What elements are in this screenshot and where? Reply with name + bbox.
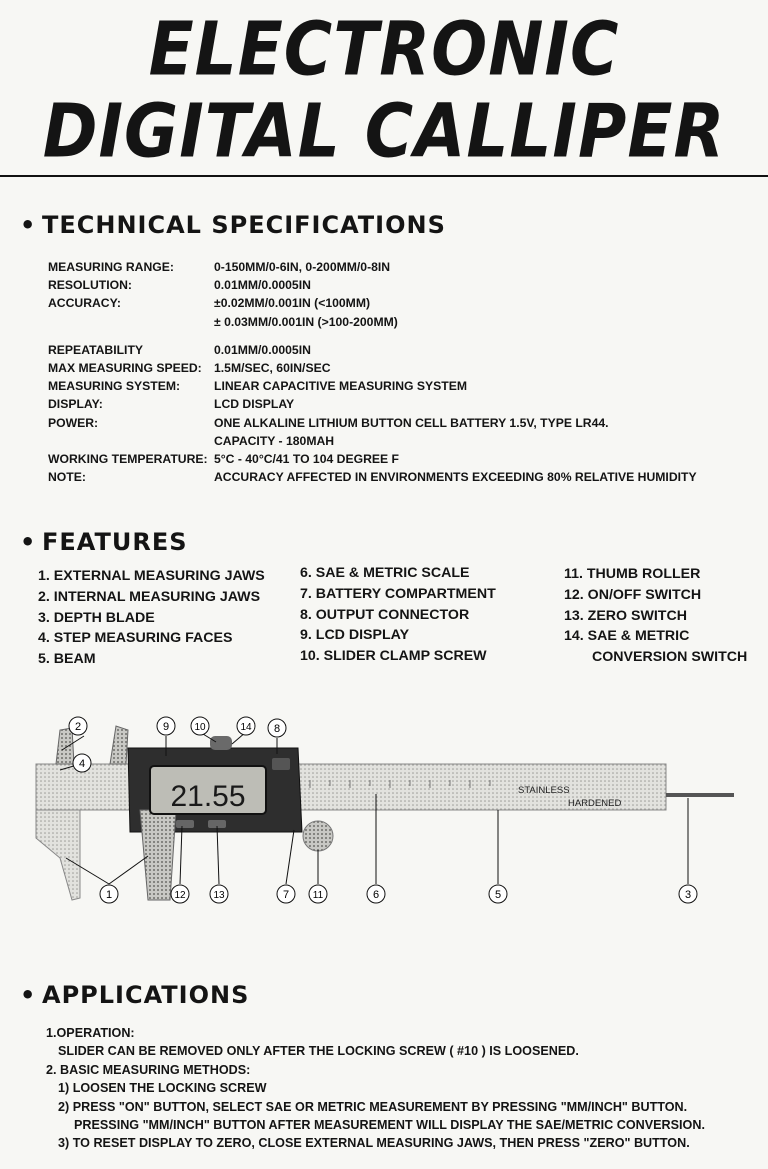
slider-clamp-screw xyxy=(210,736,232,750)
output-connector xyxy=(272,758,290,770)
spec-row xyxy=(48,414,697,432)
callout-label: 1 xyxy=(105,889,113,901)
title-divider xyxy=(0,175,768,177)
feature-item: 11. THUMB ROLLER xyxy=(564,566,701,582)
features-heading-text: FEATURES xyxy=(42,528,188,556)
spec-label: REPEATABILITY xyxy=(48,342,144,357)
spec-row xyxy=(48,468,697,486)
feature-item: CONVERSION SWITCH xyxy=(592,649,748,666)
spec-label xyxy=(48,313,214,331)
spec-label: ACCURACY: xyxy=(48,296,121,311)
spec-value: ± 0.03MM/0.001IN (>100-200MM) xyxy=(214,314,398,329)
callout-9 xyxy=(157,717,175,735)
applications-line: 1.OPERATION: xyxy=(46,1026,135,1040)
applications-line: 3) TO RESET DISPLAY TO ZERO, CLOSE EXTERNAL MEASURING JAWS, THEN PRESS "ZERO" BUTTON. xyxy=(58,1136,690,1151)
callout-label: 2 xyxy=(74,721,82,733)
applications-line: 1) LOOSEN THE LOCKING SCREW xyxy=(58,1081,267,1096)
internal-jaw-fixed xyxy=(56,728,74,764)
specs-heading-text: TECHNICAL SPECIFICATIONS xyxy=(42,211,446,239)
external-jaw-slider xyxy=(140,810,176,900)
feature-item: 1. EXTERNAL MEASURING JAWS xyxy=(38,568,265,584)
callout-label: 6 xyxy=(372,889,380,901)
feature-item: 14. SAE & METRIC xyxy=(564,628,690,645)
beam-text-hardened: HARDENED xyxy=(568,798,622,809)
callout-3 xyxy=(679,885,697,903)
spec-value: ±0.02MM/0.001IN (<100MM) xyxy=(214,296,371,311)
lcd-reading: 21.55 xyxy=(170,780,246,813)
spec-row xyxy=(48,432,697,450)
applications-line: PRESSING "MM/INCH" BUTTON AFTER MEASUREMENT WILL DISPLAY THE SAE/METRIC CONVERSION. xyxy=(74,1118,705,1133)
callout-label: 13 xyxy=(213,890,225,901)
feature-item: 3. DEPTH BLADE xyxy=(38,609,155,626)
callout-label: 10 xyxy=(194,722,206,733)
applications-heading xyxy=(20,980,249,1010)
spec-row xyxy=(48,450,697,468)
bullet-icon: • xyxy=(20,981,37,1009)
applications-heading-text: APPLICATIONS xyxy=(42,981,250,1009)
callout-label: 3 xyxy=(684,889,692,901)
callout-2 xyxy=(69,717,87,735)
applications-line: 2. BASIC MEASURING METHODS: xyxy=(46,1062,251,1077)
callout-label: 4 xyxy=(78,758,86,770)
features-column-3 xyxy=(564,564,747,668)
callout-11 xyxy=(309,885,327,903)
spec-label: MEASURING RANGE: xyxy=(48,260,174,274)
external-jaw-fixed xyxy=(36,810,80,900)
features-heading xyxy=(20,527,188,557)
title-line-2: DIGITAL CALLIPER xyxy=(42,88,726,175)
callout-label: 5 xyxy=(494,889,502,901)
spec-label: MEASURING SYSTEM: xyxy=(48,379,181,394)
spec-value: 5°C - 40°C/41 TO 104 DEGREE F xyxy=(214,452,399,467)
callout-13 xyxy=(210,885,228,903)
title-line-1: ELECTRONIC xyxy=(148,6,620,93)
spec-value: ACCURACY AFFECTED IN ENVIRONMENTS EXCEEDING 80% RELATIVE HUMIDITY xyxy=(214,470,697,485)
callout-label: 9 xyxy=(162,721,170,733)
applications-line: 2) PRESS "ON" BUTTON, SELECT SAE OR METRIC MEASUREMENT BY PRESSING "MM/INCH" BUTTON. xyxy=(58,1099,688,1114)
spec-value: ONE ALKALINE LITHIUM BUTTON CELL BATTERY 1.5V, TYPE LR44. xyxy=(214,415,609,430)
callout-5 xyxy=(489,885,507,903)
feature-item: 4. STEP MEASURING FACES xyxy=(38,630,233,647)
feature-item: 10. SLIDER CLAMP SCREW xyxy=(300,648,487,665)
callout-7 xyxy=(277,885,295,903)
spec-label: MAX MEASURING SPEED: xyxy=(48,361,202,376)
feature-item: 8. OUTPUT CONNECTOR xyxy=(300,606,470,623)
feature-item: 5. BEAM xyxy=(38,651,96,668)
callout-12 xyxy=(171,885,189,903)
feature-item: 9. LCD DISPLAY xyxy=(300,627,410,644)
spec-row xyxy=(48,395,697,413)
spec-label xyxy=(48,432,214,450)
spec-row xyxy=(48,341,697,359)
spec-value: LINEAR CAPACITIVE MEASURING SYSTEM xyxy=(214,379,468,394)
spec-value: LCD DISPLAY xyxy=(214,397,295,412)
spec-label: POWER: xyxy=(48,415,99,430)
spec-value: 0.01MM/0.0005IN xyxy=(214,342,311,357)
bullet-icon: • xyxy=(20,528,37,556)
spec-row xyxy=(48,377,697,395)
spec-value: CAPACITY - 180MAH xyxy=(214,433,335,448)
feature-item: 7. BATTERY COMPARTMENT xyxy=(300,585,496,602)
callout-1 xyxy=(100,885,118,903)
applications-list xyxy=(46,1024,705,1153)
beam-text-stainless: STAINLESS xyxy=(518,785,570,796)
calliper-diagram xyxy=(0,708,768,918)
spec-row xyxy=(48,276,697,294)
callout-6 xyxy=(367,885,385,903)
callout-10 xyxy=(191,717,209,735)
depth-blade xyxy=(666,793,734,797)
thumb-roller xyxy=(303,821,333,851)
on-off-switch xyxy=(176,820,194,828)
features-column-1 xyxy=(38,566,265,670)
feature-item: 12. ON/OFF SWITCH xyxy=(564,586,702,603)
feature-item: 13. ZERO SWITCH xyxy=(564,607,687,624)
features-column-2 xyxy=(300,563,496,667)
callout-label: 7 xyxy=(282,889,290,901)
spec-label: DISPLAY: xyxy=(48,397,103,412)
feature-item: 6. SAE & METRIC SCALE xyxy=(300,565,470,581)
callout-4 xyxy=(73,754,91,772)
spec-label: NOTE: xyxy=(48,470,86,485)
feature-item: 2. INTERNAL MEASURING JAWS xyxy=(38,588,261,605)
specs-heading xyxy=(20,210,446,240)
spec-row xyxy=(48,359,697,377)
spec-value: 1.5M/SEC, 60IN/SEC xyxy=(214,361,331,376)
callout-14 xyxy=(237,717,255,735)
spec-value: 0.01MM/0.0005IN xyxy=(214,278,311,293)
internal-jaw-slider xyxy=(110,726,128,764)
specs-list xyxy=(48,258,697,486)
callout-label: 8 xyxy=(273,723,281,735)
applications-line: SLIDER CAN BE REMOVED ONLY AFTER THE LOCKING SCREW ( #10 ) IS LOOSENED. xyxy=(58,1044,579,1059)
spec-row xyxy=(48,294,697,312)
spec-row xyxy=(48,258,697,276)
callout-label: 11 xyxy=(312,890,324,901)
spec-label: RESOLUTION: xyxy=(48,278,132,293)
bullet-icon: • xyxy=(20,211,37,239)
callout-label: 14 xyxy=(240,722,252,733)
callout-label: 12 xyxy=(174,890,186,901)
spec-row xyxy=(48,313,697,331)
spec-value: 0-150MM/0-6IN, 0-200MM/0-8IN xyxy=(214,260,391,274)
callout-8 xyxy=(268,719,286,737)
spec-label: WORKING TEMPERATURE: xyxy=(48,452,208,467)
